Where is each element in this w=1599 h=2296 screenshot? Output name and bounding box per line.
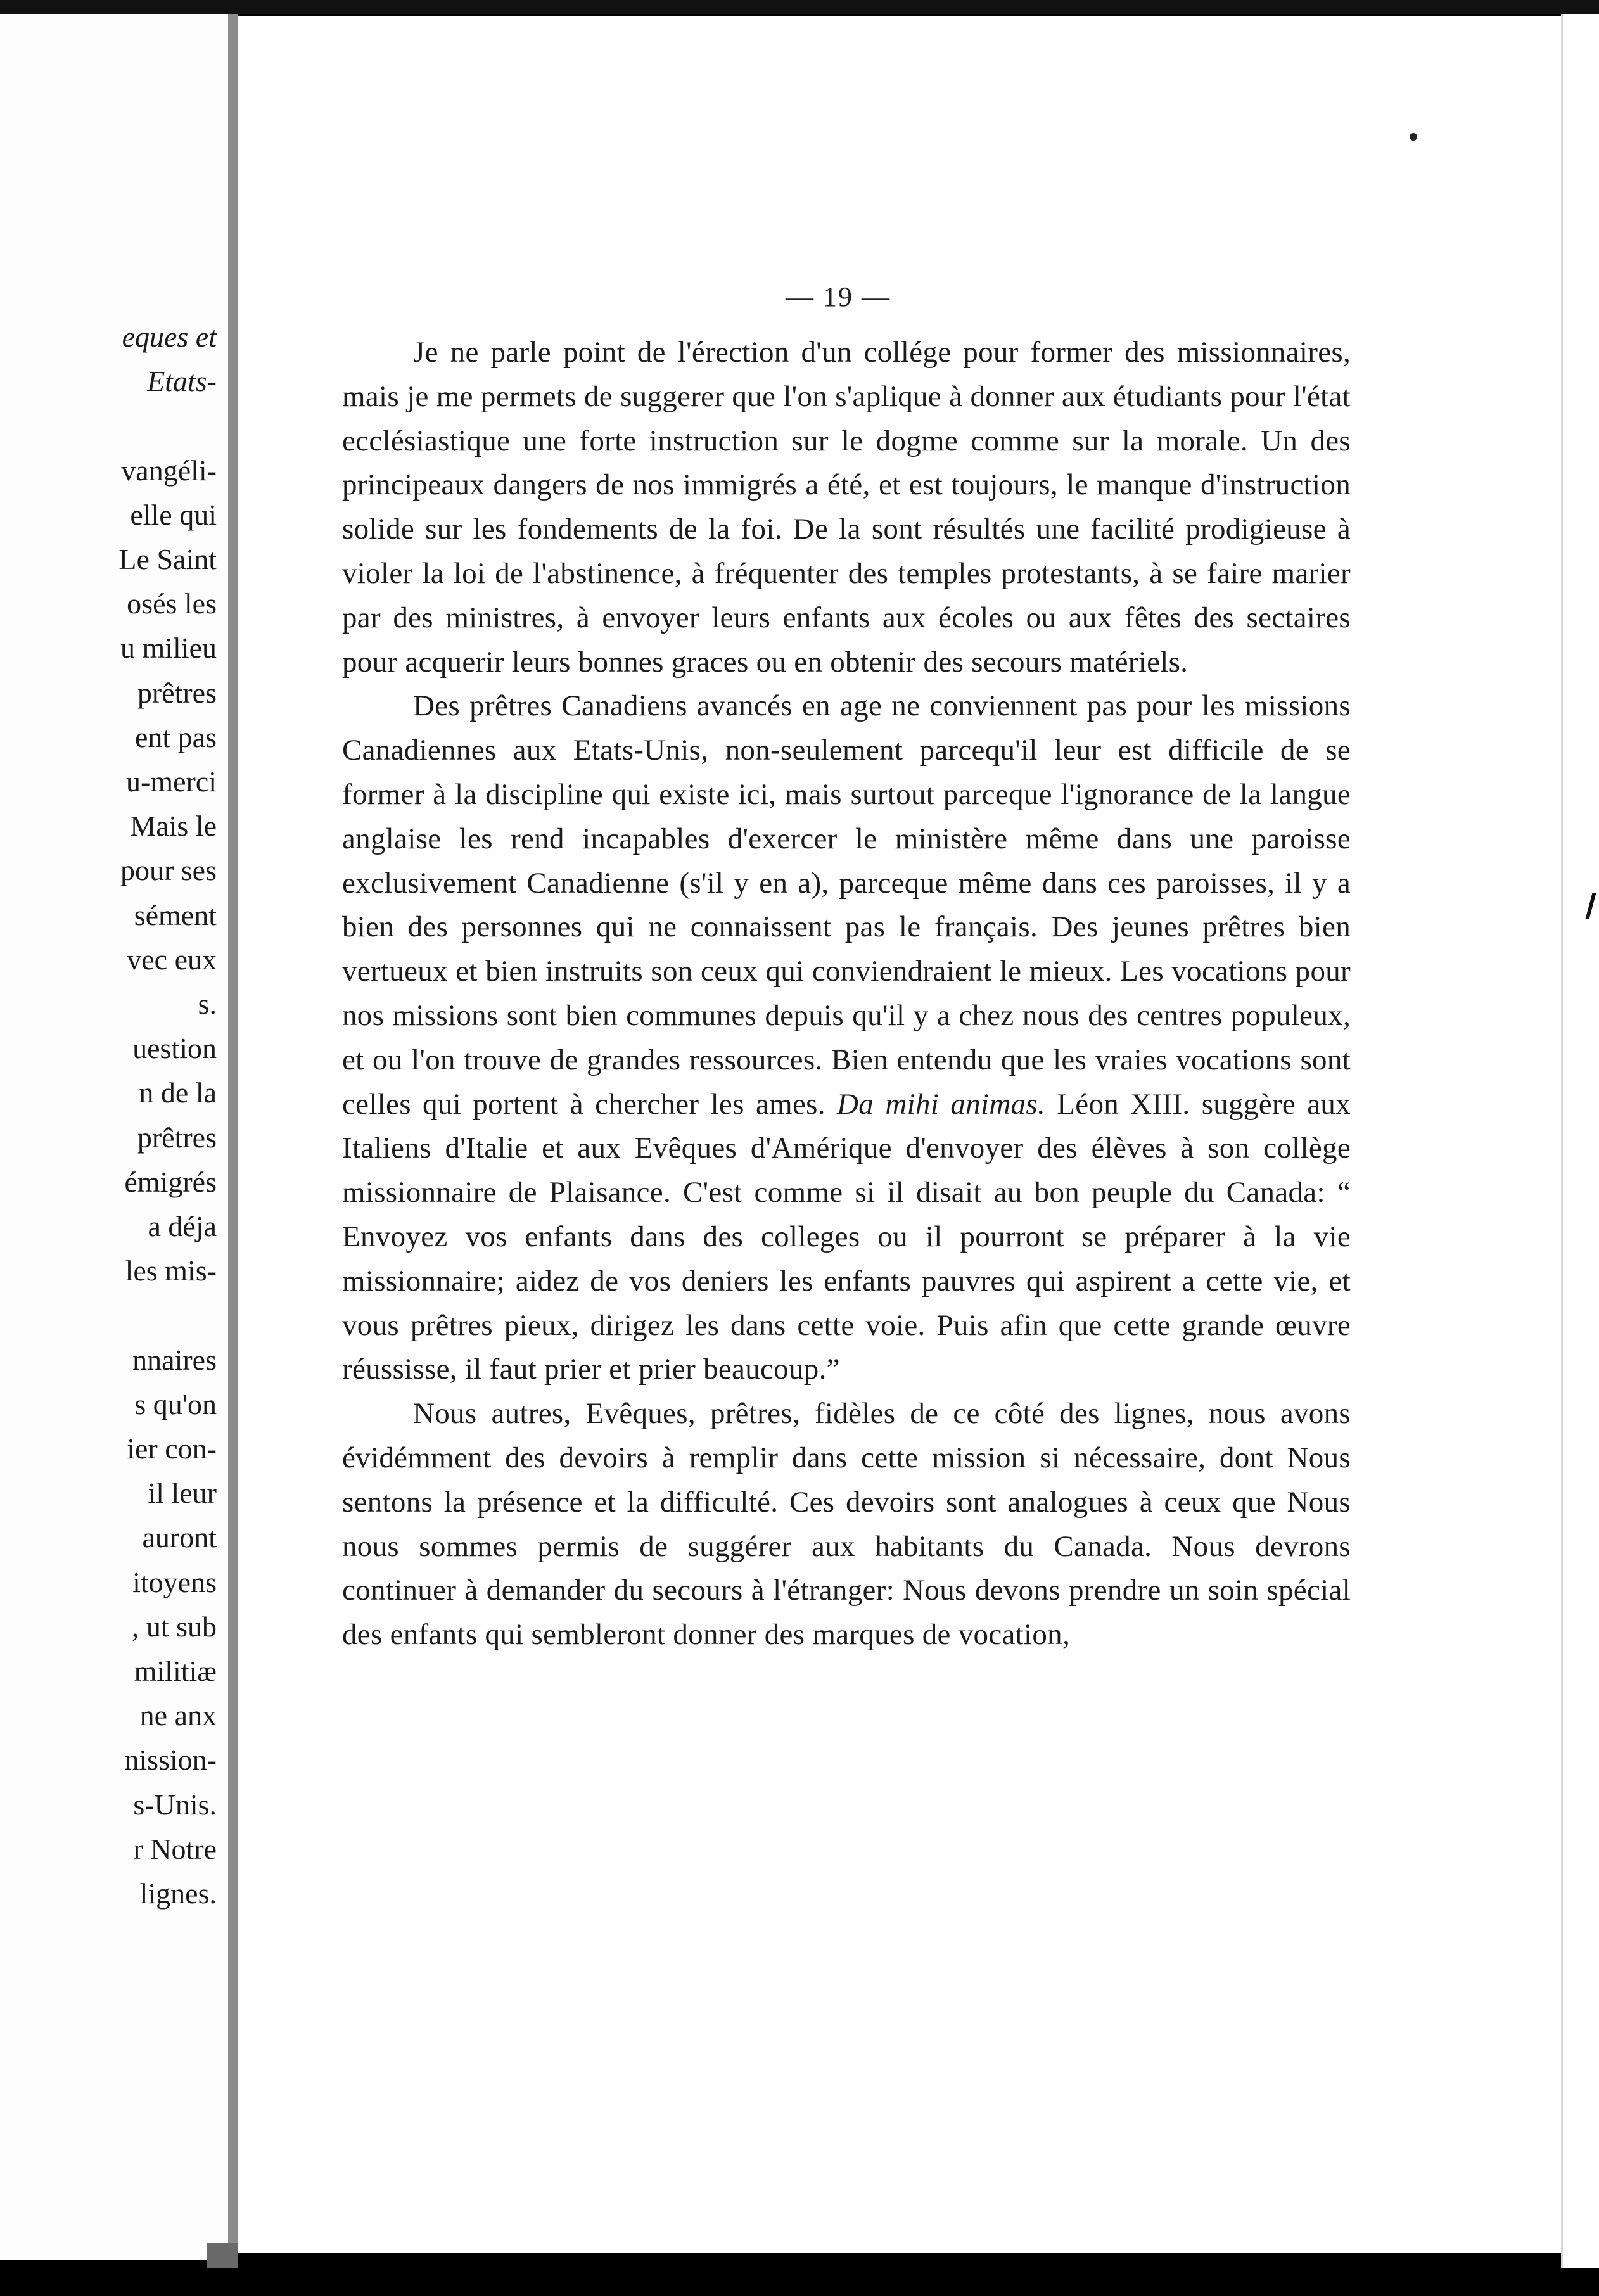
left-page-line: auront [142, 1521, 217, 1554]
page-number: — 19 — [786, 281, 891, 312]
left-page-line: osés les [127, 587, 217, 620]
left-page-line: s-Unis. [133, 1788, 217, 1821]
left-page-line: vangéli- [121, 454, 217, 487]
left-page-line: n de la [139, 1076, 217, 1109]
scan-border-top [0, 0, 1599, 14]
left-page-line: r Notre [133, 1832, 217, 1865]
latin-quote: Da mihi animas. [837, 1087, 1046, 1121]
left-page-line: s qu'on [134, 1387, 217, 1420]
body-text [342, 331, 1351, 1657]
left-page-fragment [0, 14, 228, 2260]
paragraph-text: Je ne parle point de l'érection d'un collége pour former des missionnaires, mais je me permets de suggerer que l'on s'aplique à donner aux étudiants pour l'état ecclésiastique une forte instruction sur le dogme comme sur la morale. Un des principeaux dangers de nos immigrés a été, et est toujours, le manque d'instruction solide sur les fondements de la foi. De la sont résultés une facilité prodigieuse à violer la loi de l'abstinence, à fréquenter des temples protestants, à se faire marier par des ministres, à envoyer leurs enfants aux écoles ou aux fêtes des sectaires pour acquerir leurs bonnes graces ou en obtenir des secours matériels. [342, 336, 1351, 679]
paragraph-text: Des prêtres Canadiens avancés en age ne conviennent pas pour les missions Canadiennes aux Etats-Unis, non-seulement parcequ'il leur est difficile de se former à la discipline qui existe ici, mais surtout parceque l'ignorance de la langue anglaise les rend incapables d'exercer le ministère même dans une paroisse exclusivement Canadienne (s'il y en a), parceque même dans ces paroisses, il y a bien des personnes qui ne connaissent pas le français. Des jeunes prêtres bien vertueux et bien instruits son ceux qui conviendraient le mieux. Les vocations pour nos missions sont bien communes depuis qu'il y a chez nous des centres populeux, et ou l'on trouve de grandes ressources. Bien entendu que les vraies vocations sont celles qui portent à chercher les ames. [342, 689, 1351, 1121]
gutter-shadow [207, 2243, 238, 2268]
left-page-line: ent pas [134, 720, 217, 753]
left-page-line: elle qui [130, 498, 217, 531]
left-page-line: itoyens [132, 1566, 217, 1598]
book-gutter [228, 14, 238, 2260]
left-page-line: lignes. [139, 1877, 217, 1910]
left-page-line: nission- [124, 1744, 217, 1776]
left-page-line: prêtres [137, 676, 217, 709]
left-page-line: pour ses [120, 854, 217, 887]
left-page-line: Le Saint [118, 543, 217, 575]
left-page-line: émigrés [124, 1165, 217, 1198]
left-page-text [0, 14, 228, 2260]
paragraph-3 [342, 1392, 1351, 1657]
left-page-line: les mis- [125, 1254, 217, 1287]
left-page-line: nnaires [132, 1343, 217, 1376]
paragraph-1 [342, 331, 1351, 684]
left-page-line: u-merci [125, 765, 217, 798]
left-page-line: militiæ [134, 1655, 217, 1687]
left-page-line: u milieu [120, 632, 217, 665]
left-page-line: ier con- [127, 1432, 217, 1465]
paragraph-text-continued: Léon XIII. suggère aux Italiens d'Italie et aux Evêques d'Amérique d'envoyer des élèves à son collège missionnaire de Plaisance. C'est comme si il disait au bon peuple du Canada: “ Envoyez vos enfants dans des colleges ou il pourront se préparer à la vie missionnaire; aidez de vos deniers les enfants pauvres qui aspirent a cette vie, et vous prêtres pieux, dirigez les dans cette voie. Puis afin que cette grande œuvre réussisse, il faut prier et prier beaucoup.” [342, 1087, 1351, 1386]
left-page-line: vec eux [127, 943, 217, 976]
left-page-line: eques et [122, 321, 217, 353]
left-page-line: uestion [132, 1032, 217, 1065]
left-page-line: Etats- [147, 365, 217, 398]
ink-speck [1410, 133, 1417, 141]
page-edge [1561, 14, 1599, 2269]
left-page-line: , ut sub [131, 1610, 217, 1643]
left-page-line: sément [134, 898, 217, 931]
paragraph-text: Nous autres, Evêques, prêtres, fidèles de ce côté des lignes, nous avons évidémment des devoirs à remplir dans cette mission si nécessaire, dont Nous sentons la présence et la difficulté. Ces devoirs sont analogues à ceux que Nous nous sommes permis de suggérer aux habitants du Canada. Nous devrons continuer à demander du secours à l'étranger: Nous devons prendre un soin spécial des enfants qui sembleront donner des marques de vocation, [342, 1397, 1351, 1652]
scan-border-bottom [0, 2268, 1599, 2296]
left-page-line: s. [198, 988, 217, 1020]
paragraph-2 [342, 684, 1351, 1392]
left-page-line: a déja [148, 1210, 217, 1242]
left-page-line: il leur [148, 1477, 217, 1510]
left-page-line: ne anx [139, 1699, 217, 1732]
left-page-line: Mais le [130, 810, 217, 843]
left-page-line: prêtres [137, 1121, 217, 1154]
